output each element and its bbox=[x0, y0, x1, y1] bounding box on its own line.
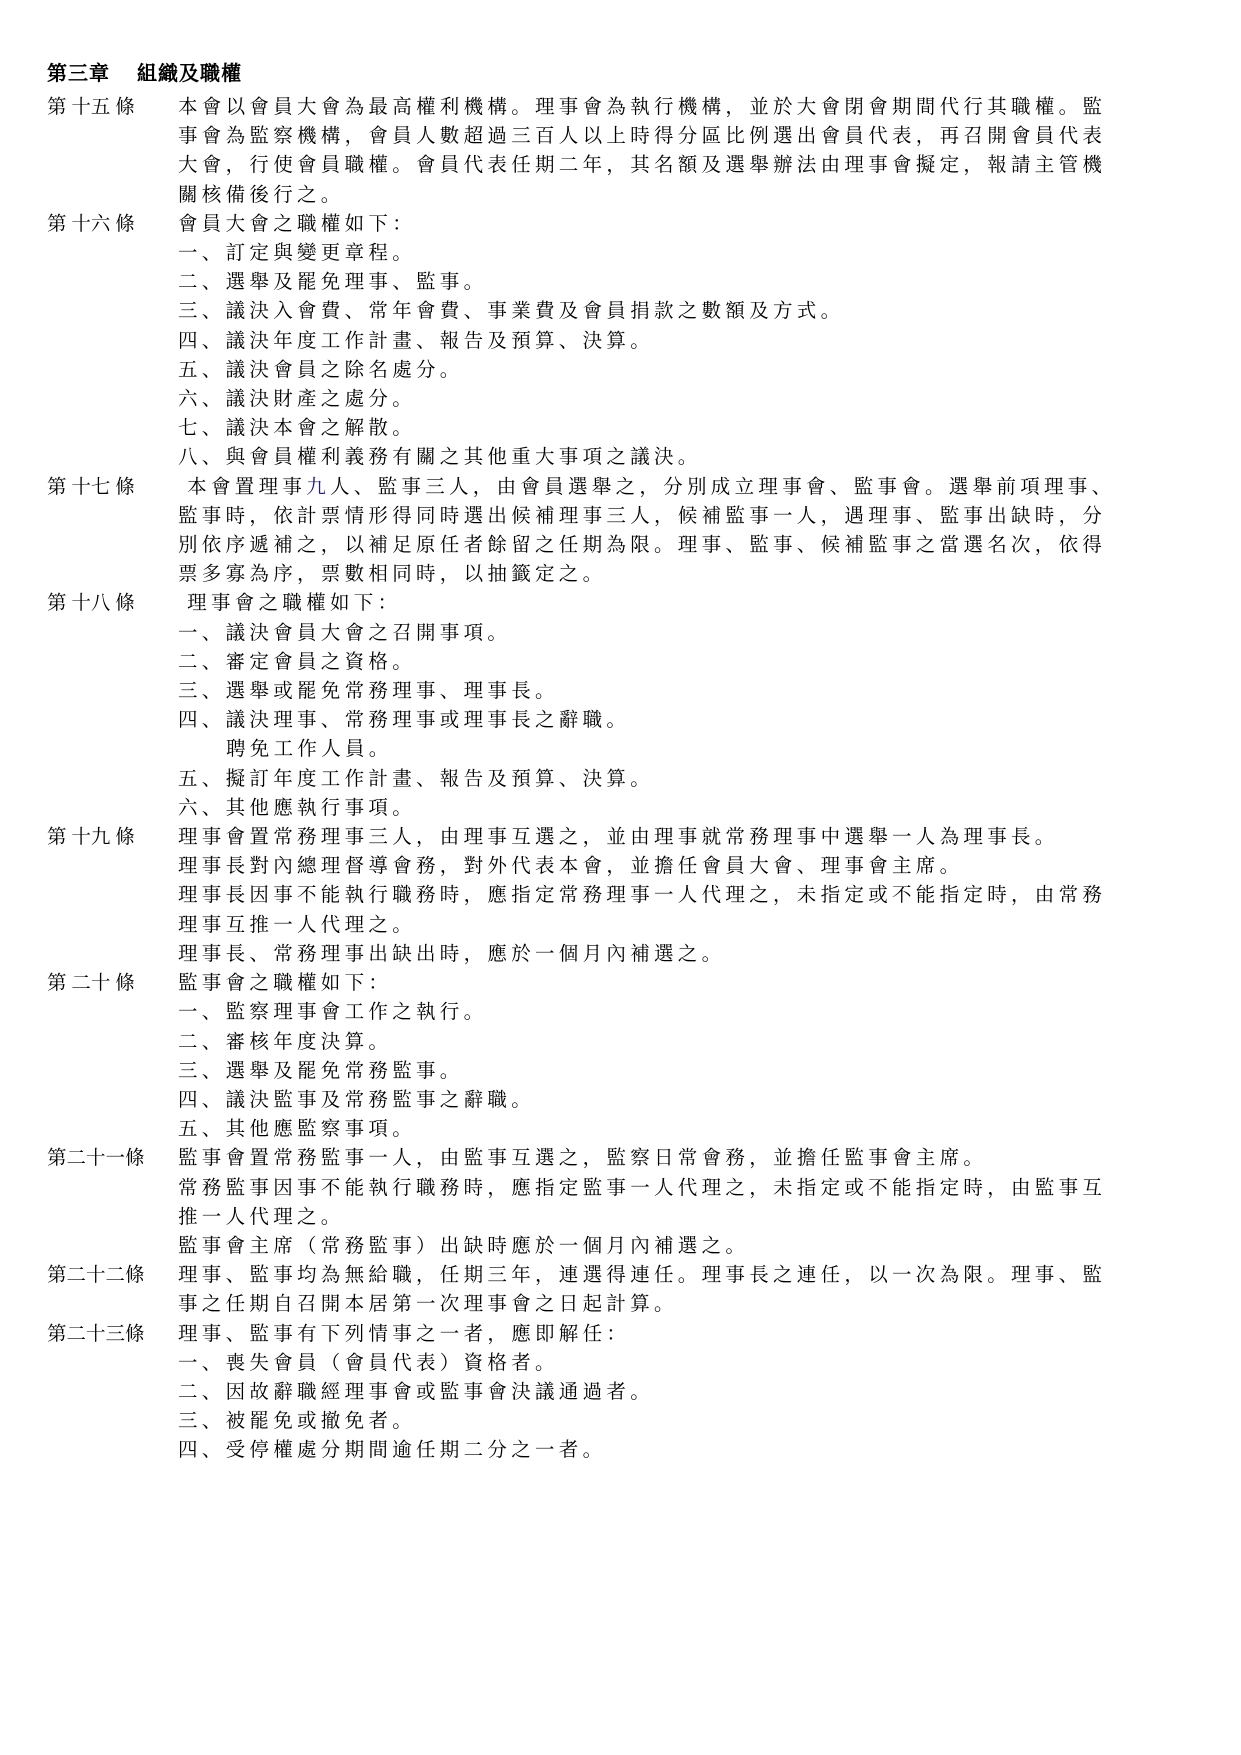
article-15 bbox=[47, 93, 1207, 210]
article-line: 理事會之職權如下： bbox=[178, 593, 402, 615]
list-item: 三、議決入會費、常年會費、事業費及會員捐款之數額及方式。 bbox=[178, 301, 845, 323]
article-line: 本會以會員大會為最高權利機構。理事會為執行機構，並於大會閉會期間代行其職權。監 bbox=[178, 97, 1107, 118]
list-item: 三、選舉及罷免常務監事。 bbox=[178, 1060, 464, 1082]
list-item: 五、其他應監察事項。 bbox=[178, 1119, 417, 1141]
list-item: 一、議決會員大會之召開事項。 bbox=[178, 622, 512, 644]
article-23 bbox=[47, 1320, 1207, 1466]
list-item: 二、審核年度決算。 bbox=[178, 1031, 393, 1053]
list-item: 六、議決財產之處分。 bbox=[178, 389, 417, 411]
article-line: 常務監事因事不能執行職務時，應指定監事一人代理之，未指定或不能指定時，由監事互 bbox=[178, 1177, 1107, 1199]
article-label: 第 十六 條 bbox=[47, 213, 135, 235]
article-body bbox=[178, 473, 1207, 590]
article-line: 監事會之職權如下： bbox=[178, 973, 393, 995]
article-line: 關核備後行之。 bbox=[178, 184, 345, 206]
list-item: 五、議決會員之除名處分。 bbox=[178, 359, 464, 381]
article-label: 第 十八 條 bbox=[47, 593, 135, 615]
article-18 bbox=[47, 589, 1207, 823]
article-line: 事會為監察機構，會員人數超過三百人以上時得分區比例選出會員代表，再召開會員代表 bbox=[178, 126, 1107, 148]
list-item: 三、選舉或罷免常務理事、理事長。 bbox=[178, 681, 559, 703]
article-line: 理事長因事不能執行職務時，應指定常務理事一人代理之，未指定或不能指定時，由常務 bbox=[178, 885, 1107, 907]
article-body bbox=[178, 210, 1207, 473]
article-body bbox=[178, 1320, 1207, 1466]
article-label: 第二十三條 bbox=[47, 1323, 145, 1345]
list-item: 二、因故辭職經理事會或監事會決議通過者。 bbox=[178, 1381, 655, 1403]
article-line: 監事會主席（常務監事）出缺時應於一個月內補選之。 bbox=[178, 1235, 750, 1257]
list-item: 四、議決理事、常務理事或理事長之辭職。 bbox=[178, 710, 631, 732]
article-20 bbox=[47, 969, 1207, 1144]
article-body bbox=[178, 969, 1207, 1144]
article-line: 票多寡為序，票數相同時，以抽籤定之。 bbox=[178, 564, 607, 586]
article-line: 推一人代理之。 bbox=[178, 1206, 345, 1228]
article-label: 第 二十 條 bbox=[47, 973, 135, 995]
article-line: 會員大會之職權如下： bbox=[178, 213, 417, 235]
article-line bbox=[178, 473, 1207, 502]
list-item-continuation: 聘免工作人員。 bbox=[226, 739, 393, 761]
article-line: 理事長對內總理督導會務，對外代表本會，並擔任會員大會、理事會主席。 bbox=[178, 856, 964, 878]
article-label: 第 十五 條 bbox=[47, 97, 135, 118]
article-line: 理事長、常務理事出缺出時，應於一個月內補選之。 bbox=[178, 943, 726, 965]
article-body bbox=[178, 93, 1207, 210]
article-line: 理事、監事有下列情事之一者，應即解任： bbox=[178, 1323, 631, 1345]
article-label: 第 十七 條 bbox=[47, 476, 135, 498]
text-segment: 本會置理事 bbox=[178, 476, 307, 498]
article-body bbox=[178, 1261, 1207, 1319]
article-body bbox=[178, 823, 1207, 969]
article-line: 監事時，依計票情形得同時選出候補理事三人，候補監事一人，遇理事、監事出缺時，分 bbox=[178, 505, 1107, 527]
list-item: 五、擬訂年度工作計畫、報告及預算、決算。 bbox=[178, 768, 655, 790]
list-item: 七、議決本會之解散。 bbox=[178, 418, 417, 440]
article-22 bbox=[47, 1261, 1207, 1319]
article-line: 理事會置常務理事三人，由理事互選之，並由理事就常務理事中選舉一人為理事長。 bbox=[178, 827, 1059, 849]
article-line: 理事、監事均為無給職，任期三年，連選得連任。理事長之連任，以一次為限。理事、監 bbox=[178, 1265, 1107, 1287]
list-item: 四、議決年度工作計畫、報告及預算、決算。 bbox=[178, 330, 655, 352]
article-line: 理事互推一人代理之。 bbox=[178, 914, 417, 936]
article-line: 大會，行使會員職權。會員代表任期二年，其名額及選舉辦法由理事會擬定，報請主管機 bbox=[178, 155, 1107, 177]
articles-list bbox=[47, 93, 1207, 1466]
list-item: 八、與會員權利義務有關之其他重大事項之議決。 bbox=[178, 447, 702, 469]
chapter-title: 第三章 組織及職權 bbox=[47, 63, 242, 85]
text-segment: 人、監事三人，由會員選舉之，分別成立理事會、監事會。選舉前項理事、 bbox=[330, 476, 1116, 498]
article-16 bbox=[47, 210, 1207, 473]
list-item: 四、議決監事及常務監事之辭職。 bbox=[178, 1089, 536, 1111]
article-17 bbox=[47, 473, 1207, 590]
article-19 bbox=[47, 823, 1207, 969]
article-body bbox=[178, 1144, 1207, 1261]
article-body bbox=[178, 589, 1207, 823]
list-item: 四、受停權處分期間逾任期二分之一者。 bbox=[178, 1440, 607, 1462]
list-item: 一、喪失會員（會員代表）資格者。 bbox=[178, 1352, 559, 1374]
list-item: 三、被罷免或撤免者。 bbox=[178, 1411, 417, 1433]
article-line: 別依序遞補之，以補足原任者餘留之任期為限。理事、監事、候補監事之當選名次，依得 bbox=[178, 535, 1107, 557]
list-item: 一、監察理事會工作之執行。 bbox=[178, 1002, 488, 1024]
article-label: 第二十二條 bbox=[47, 1265, 145, 1287]
list-item: 二、選舉及罷免理事、監事。 bbox=[178, 272, 488, 294]
list-item: 一、訂定與變更章程。 bbox=[178, 243, 417, 265]
article-21 bbox=[47, 1144, 1207, 1261]
list-item: 二、審定會員之資格。 bbox=[178, 651, 417, 673]
article-line: 事之任期自召開本居第一次理事會之日起計算。 bbox=[178, 1294, 678, 1316]
article-label: 第 十九 條 bbox=[47, 827, 135, 849]
highlighted-number: 九 bbox=[306, 476, 330, 498]
list-item: 六、其他應執行事項。 bbox=[178, 797, 417, 819]
article-label: 第二十一條 bbox=[47, 1148, 145, 1170]
article-line: 監事會置常務監事一人，由監事互選之，監察日常會務，並擔任監事會主席。 bbox=[178, 1148, 988, 1170]
